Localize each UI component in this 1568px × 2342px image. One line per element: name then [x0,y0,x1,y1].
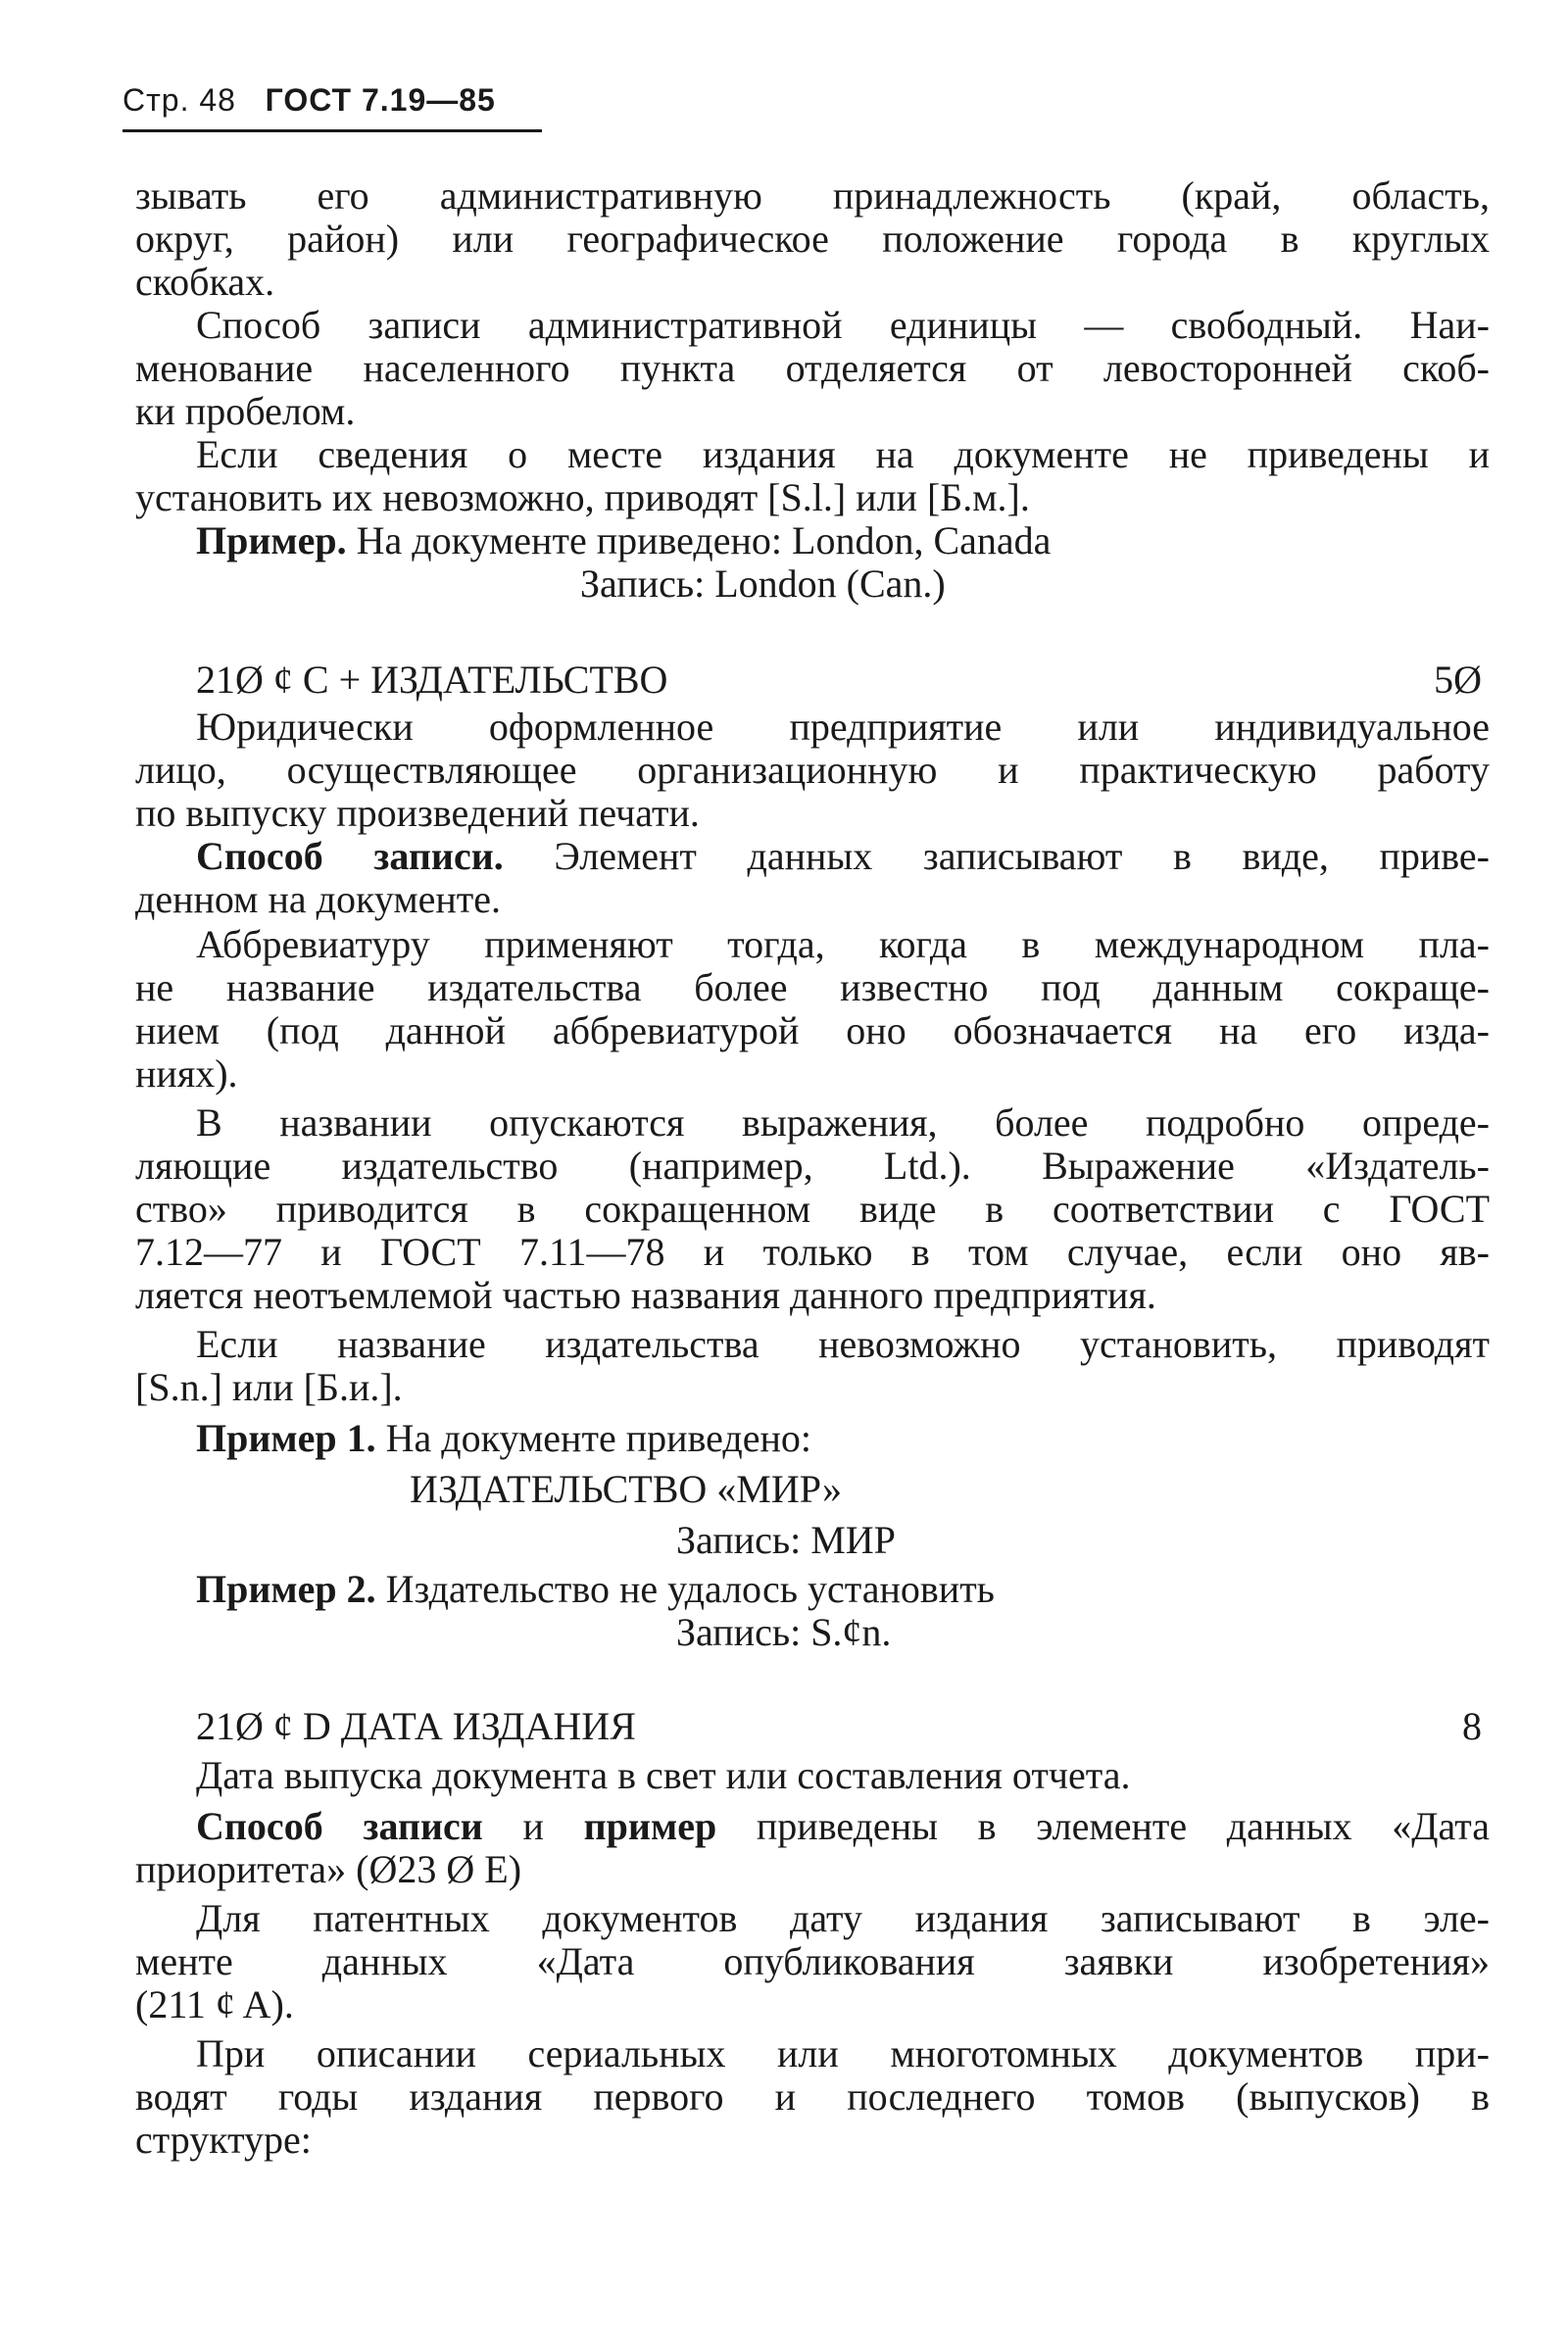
example-label: Пример 1. [196,1416,376,1460]
text-line: Аббревиатуру применяют тогда, когда в международном пла- [196,922,1490,966]
section-heading [196,1705,1482,1748]
example-line [196,519,1490,562]
text-line: ляющие издательство (например, Ltd.). Выражение «Издатель- [135,1144,1490,1188]
method-label: Способ записи. [196,834,504,878]
method-text: приведены в элементе данных «Дата [756,1804,1490,1848]
section-code: 21Ø ¢ C + ИЗДАТЕЛЬСТВО [196,658,668,702]
header-rule [122,129,542,132]
text-line: В названии опускаются выражения, более подробно опреде- [196,1100,1490,1145]
text-line: приоритета» (Ø23 Ø E) [135,1847,522,1891]
text-line [196,835,1490,878]
section-number: 8 [1462,1704,1482,1748]
text-line: водят годы издания первого и последнего томов (выпусков) в [135,2074,1490,2119]
text-line: ниях). [135,1051,238,1096]
method-text: Элемент данных записывают в виде, приве- [554,834,1490,878]
text-line: лицо, осуществляющее организационную и практическую работу [135,748,1490,792]
conjunction: и [522,1804,544,1848]
text-line: установить их невозможно, приводят [S.l.] или [Б.м.]. [135,475,1030,519]
text-line: не название издательства более известно под данным сокраще- [135,965,1490,1009]
example-line [196,1417,1490,1460]
text-line: Если сведения о месте издания на документе не приведены и [196,432,1490,476]
text-line: Дата выпуска документа в свет или составления отчета. [196,1753,1131,1797]
text-line: Для патентных документов дату издания записывают в эле- [196,1896,1490,1940]
example-label: Пример 2. [196,1567,376,1611]
text-line: Если название издательства невозможно установить, приводят [196,1322,1490,1366]
text-line: При описании сериальных или многотомных документов при- [196,2031,1490,2075]
example-record: Запись: S.¢n. [676,1610,892,1654]
text-line: денном на документе. [135,877,502,921]
standard-id: ГОСТ 7.19—85 [265,82,496,118]
example-record: Запись: МИР [676,1518,896,1562]
text-line: скобках. [135,260,275,304]
text-line: Юридически оформленное предприятие или индивидуальное [196,705,1490,749]
text-line: округ, район) или географическое положение города в круглых [135,217,1490,261]
text-line: [S.n.] или [Б.и.]. [135,1365,403,1409]
text-line [196,1805,1490,1848]
example-text: На документе приведено: [385,1416,812,1460]
text-line: Способ записи административной единицы — свободный. Наи- [196,303,1490,347]
text-line: менование населенного пункта отделяется от левосторонней скоб- [135,346,1490,390]
example-value: ИЗДАТЕЛЬСТВО «МИР» [410,1467,842,1511]
text-line: нием (под данной аббревиатурой оно обозначается на его изда- [135,1008,1490,1052]
method-label: Способ записи [196,1804,483,1848]
text-line: менте данных «Дата опубликования заявки изобретения» [135,1939,1490,1983]
text-line: по выпуску произведений печати. [135,791,700,835]
example-line [196,1568,1490,1611]
section-number: 5Ø [1434,658,1482,702]
text-line: ляется неотъемлемой частью названия данного предприятия. [135,1273,1156,1317]
text-line: (211 ¢ A). [135,1982,294,2026]
text-line: 7.12—77 и ГОСТ 7.11—78 и только в том случае, если оно яв- [135,1230,1490,1274]
text-line: структуре: [135,2118,312,2162]
example-label: Пример. [196,518,347,562]
example-text: На документе приведено: London, Canada [356,518,1052,562]
example-text: Издательство не удалось установить [385,1567,995,1611]
example-record: Запись: London (Can.) [580,561,946,606]
example-word: пример [583,1804,717,1848]
page-header [122,82,496,119]
text-line: зывать его административную принадлежность (край, область, [135,173,1490,218]
text-line: ство» приводится в сокращенном виде в соответствии с ГОСТ [135,1187,1490,1231]
page-number: Стр. 48 [122,82,236,118]
text-line: ки пробелом. [135,389,356,433]
section-heading [196,659,1482,702]
section-code: 21Ø ¢ D ДАТА ИЗДАНИЯ [196,1704,636,1748]
